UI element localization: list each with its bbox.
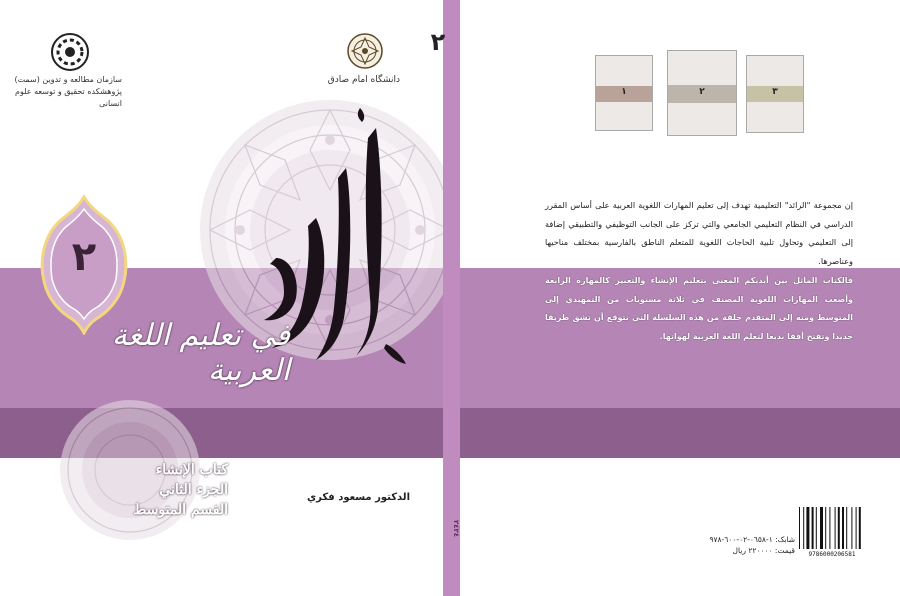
barcode-bar xyxy=(799,507,800,549)
thumbnail-volume: ١ xyxy=(621,87,627,97)
barcode-bars xyxy=(797,505,867,551)
book-subtitle: في تعليم اللغة العربية xyxy=(111,318,290,388)
publisher-logo-icon xyxy=(50,32,90,72)
barcode-bar xyxy=(829,507,830,549)
thumbnail-volume: ٢ xyxy=(699,87,705,97)
barcode-bar xyxy=(835,507,836,549)
volume-number: ٢ xyxy=(430,28,446,56)
publisher-name-line-2: پژوهشکده تحقیق و توسعه علوم انسانی xyxy=(15,87,122,108)
author-name: الدكتور مسعود فكري xyxy=(306,492,410,503)
back-description-highlight: فالكتاب الماثل بين أيديكم المعني بتعليم الإنشاء والتعبير كالمهارة الرابعة وأصعب المهارات اللغوية المصنف في ثلاثة مستويات من التمهيدي إلى المتوسط ومنه إلى المتقدم حلقة من هذه السلسلة التي نتوقع أن تشق طريقا جديدا وتفتح أفقا بديعا لتعلم اللغة العربية لهواتها. xyxy=(545,276,853,341)
publisher-name-line-1: سازمان مطالعه و تدوین (سمت) xyxy=(14,75,122,84)
barcode xyxy=(797,505,867,559)
barcode-bar xyxy=(806,507,809,549)
isbn-line: شابک: ١-٠٦٥٨-٠٢-٦٠٠-٩٧٨ xyxy=(709,535,795,544)
university-name: دانشگاه امام صادق xyxy=(327,75,400,85)
price-line: قیمت: ٢٢٠٠٠٠ ریال xyxy=(732,546,795,555)
book-spine xyxy=(443,0,460,596)
barcode-bar xyxy=(825,507,826,549)
book-info-line-1: كتاب الإنشاء xyxy=(155,462,228,478)
book-info-line-2: الجزء الثاني xyxy=(159,482,228,498)
series-thumbnail-2 xyxy=(667,50,737,136)
isbn-info xyxy=(645,534,795,556)
university-seal-icon xyxy=(346,32,384,70)
barcode-bar xyxy=(816,507,817,549)
book-info xyxy=(68,460,228,520)
series-thumbnail-3 xyxy=(746,55,804,133)
barcode-bar xyxy=(851,507,852,549)
barcode-bar xyxy=(803,507,804,549)
barcode-bar xyxy=(842,507,844,549)
barcode-bar xyxy=(859,507,861,549)
series-thumbnail-1 xyxy=(595,55,653,131)
barcode-bar xyxy=(856,507,857,549)
volume-badge-number: ٢ xyxy=(71,234,97,280)
spine-code: ٢٤٢٤ xyxy=(452,520,460,538)
barcode-number: 9786000206581 xyxy=(808,551,856,558)
back-description: إن مجموعة "الرائد" التعليمية تهدف إلى تعليم المهارات اللغوية العربية على أساس المقرر الدراسي في النظام التعليمي الجامعي والتي تركز على الجانب التوظيفي والتطبيقي إضافة إلى التعليمي وتحاول تلبية الحاجات اللغوية للمتعلم الناطق بالفارسية بمختلف مناحيها وعناصرها. xyxy=(545,200,853,266)
publisher-name xyxy=(12,74,122,110)
barcode-bar xyxy=(820,507,823,549)
thumbnail-volume: ٣ xyxy=(772,87,778,97)
barcode-bar xyxy=(846,507,847,549)
barcode-bar xyxy=(838,507,840,549)
book-info-line-3: القسم المتوسط xyxy=(133,502,228,518)
barcode-bar xyxy=(812,507,814,549)
